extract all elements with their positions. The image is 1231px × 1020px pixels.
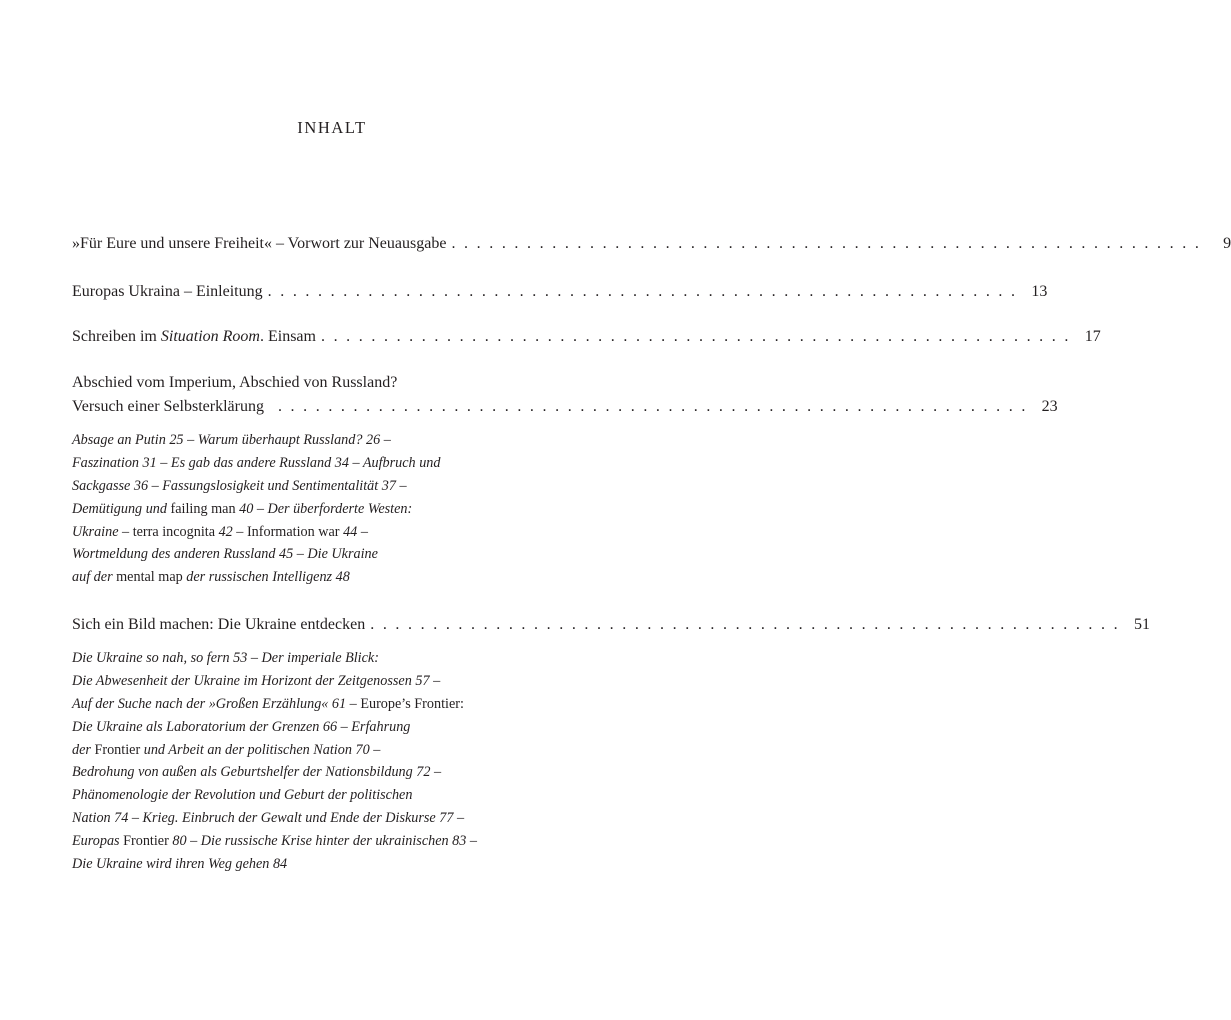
title-text: . Einsam — [259, 328, 316, 345]
subsection-text: Die Ukraine so nah, so fern 53 – Der imperiale Blick: — [72, 650, 379, 666]
subsection-text: Die Ukraine als Laboratorium der Grenzen 66 – Erfahrung — [72, 718, 411, 735]
subsection-line — [72, 521, 532, 544]
subsection-text: der — [72, 741, 95, 758]
subsection-line — [72, 429, 532, 452]
subsection-text: 44 – — [339, 523, 368, 540]
toc-entry-title — [72, 326, 316, 348]
toc-entry-ukraine-entdecken — [72, 614, 1150, 636]
leader-dots: . . . . . . . . . . . . . . . . . . . . . . . . . . . . . . . . . . . . . . . . . . . . . . . . . . . . . . . . . . . . — [277, 398, 1028, 415]
subsection-text: Faszination 31 – Es gab das andere Russland 34 – Aufbruch und — [72, 454, 441, 471]
subsection-text: 42 – — [215, 523, 247, 540]
subsection-line — [72, 784, 532, 807]
subsection-line — [72, 452, 532, 475]
subsection-text: Demütigung und — [72, 500, 171, 517]
leader-dots: . . . . . . . . . . . . . . . . . . . . . . . . . . . . . . . . . . . . . . . . . . . . . . . . . . . . . . . . . . . . — [370, 616, 1120, 633]
subsection-line — [72, 739, 532, 762]
subsection-line — [72, 647, 532, 670]
subsection-line — [72, 693, 532, 716]
subsection-line — [72, 807, 532, 830]
subsection-text: Europas — [72, 833, 124, 850]
subsection-line — [72, 670, 532, 693]
page-title: INHALT — [297, 118, 367, 137]
subsection-line — [72, 830, 532, 853]
subsection-text: Sackgasse 36 – Fassungslosigkeit und Sentimentalität 37 – — [72, 477, 407, 494]
subsection-text: 80 – Die russische Krise hinter der ukrainischen 83 – — [168, 833, 477, 850]
toc-entry-title: »Für Eure und unsere Freiheit« – Vorwort zur Neuausgabe — [72, 235, 447, 252]
subsection-text: Nation 74 – Krieg. Einbruch der Gewalt und Ende der Diskurse 77 – — [72, 810, 465, 827]
toc-entry-page-number: 51 — [1133, 616, 1150, 633]
subsection-list-abschied — [72, 429, 532, 589]
toc-entry-page-number: 17 — [1084, 328, 1101, 345]
subsection-line — [72, 716, 532, 739]
subsection-roman-text: mental map — [116, 569, 183, 586]
toc-entry-einleitung — [72, 281, 1048, 303]
subsection-text: Phänomenologie der Revolution und Geburt der politischen — [72, 787, 413, 804]
subsection-text: der russischen Intelligenz 48 — [182, 569, 350, 586]
toc-entry-page-number: 13 — [1031, 283, 1048, 300]
toc-entry-vorwort — [72, 233, 1231, 255]
title-italic-text: Situation Room — [160, 328, 260, 345]
leader-dots: . . . . . . . . . . . . . . . . . . . . . . . . . . . . . . . . . . . . . . . . . . . . . . . . . . . . . . . . . . . . — [267, 283, 1018, 300]
toc-entry-abschied — [72, 396, 1058, 418]
toc-entry-page-number: 23 — [1041, 398, 1058, 415]
toc-entry-situation-room — [72, 326, 1101, 348]
subsection-line — [72, 761, 532, 784]
subsection-roman-text: Information war — [246, 523, 340, 540]
subsection-text: Auf der Suche nach der »Großen Erzählung« 61 – — [72, 695, 361, 712]
subsection-line — [72, 475, 532, 498]
leader-dots: . . . . . . . . . . . . . . . . . . . . . . . . . . . . . . . . . . . . . . . . . . . . . . . . . . . . . . . . . . . . — [451, 235, 1202, 252]
subsection-text: Die Ukraine wird ihren Weg gehen 84 — [72, 856, 288, 873]
leader-dots: . . . . . . . . . . . . . . . . . . . . . . . . . . . . . . . . . . . . . . . . . . . . . . . . . . . . . . . . . . . . — [320, 328, 1071, 345]
toc-entry-title: Versuch einer Selbsterklärung — [72, 398, 264, 415]
subsection-line — [72, 853, 532, 876]
subsection-text: 40 – Der überforderte Westen: — [235, 500, 413, 517]
toc-entry-page-number: 9 — [1223, 235, 1231, 252]
subsection-text: auf der — [72, 569, 117, 586]
subsection-text: Ukraine – — [72, 523, 133, 540]
subsection-list-ukraine — [72, 647, 532, 876]
subsection-line — [72, 498, 532, 521]
toc-entry-title-line1: Abschied vom Imperium, Abschied von Russland? — [72, 374, 398, 391]
toc-entry-title: Sich ein Bild machen: Die Ukraine entdecken — [72, 616, 366, 633]
subsection-roman-text: Frontier — [123, 833, 169, 850]
subsection-text: Die Abwesenheit der Ukraine im Horizont der Zeitgenossen 57 – — [72, 672, 441, 689]
subsection-text: Bedrohung von außen als Geburtshelfer der Nationsbildung 72 – — [72, 764, 442, 781]
subsection-roman-text: Frontier — [94, 741, 141, 758]
subsection-text: und Arbeit an der politischen Nation 70 – — [140, 741, 381, 758]
subsection-text: Absage an Putin 25 – Warum überhaupt Russland? 26 – — [72, 432, 391, 448]
subsection-line — [72, 543, 532, 566]
subsection-roman-text: failing man — [170, 500, 236, 517]
subsection-roman-text: terra incognita — [132, 523, 216, 540]
subsection-text: Wortmeldung des anderen Russland 45 – Die Ukraine — [72, 546, 378, 563]
title-text: Schreiben im — [72, 328, 161, 345]
subsection-roman-text: Europe’s Frontier: — [360, 695, 464, 712]
subsection-line — [72, 566, 532, 589]
toc-entry-title: Europas Ukraina – Einleitung — [72, 283, 263, 300]
